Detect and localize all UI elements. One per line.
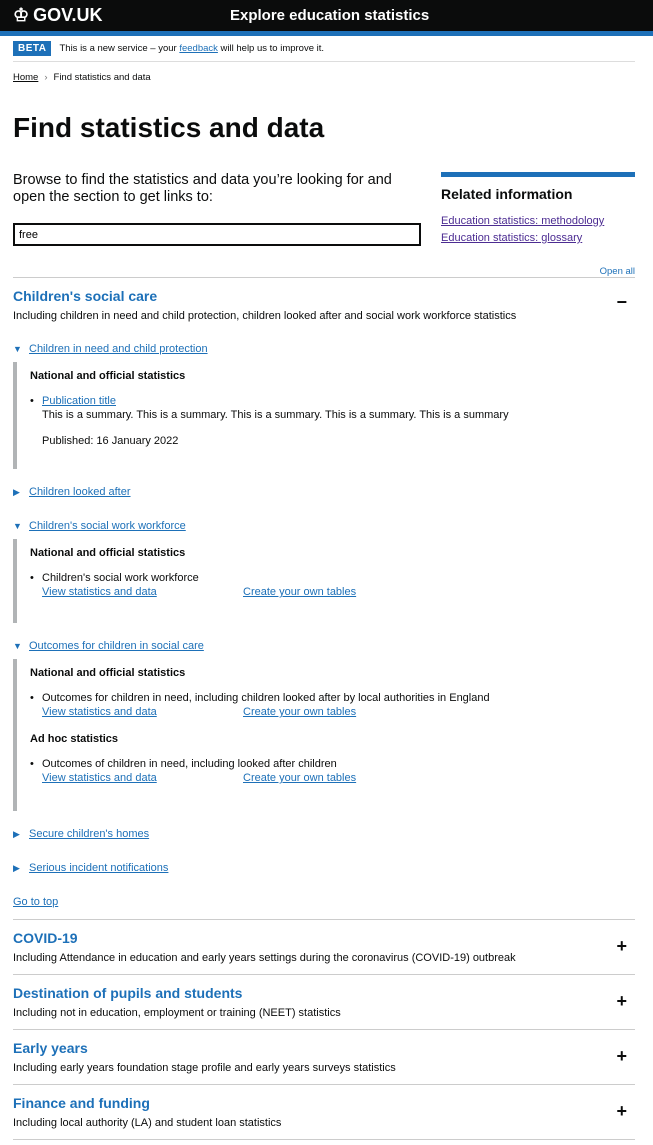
subtopic-toggle[interactable] <box>13 851 635 885</box>
create-tables-link[interactable]: Create your own tables <box>243 706 357 718</box>
beta-text <box>59 43 324 54</box>
feedback-link[interactable]: feedback <box>179 43 218 54</box>
section-heading-button[interactable]: Children's social care <box>13 288 158 304</box>
breadcrumb-current: Find statistics and data <box>53 71 151 83</box>
publication-title: Children's social work workforce <box>42 572 199 584</box>
go-to-top-link[interactable]: Go to top <box>13 896 59 908</box>
section-description: Including Attendance in education and early years settings during the coronavirus (COVID-19) outbreak <box>13 952 516 964</box>
chevron-right-icon: › <box>44 71 48 83</box>
breadcrumb <box>13 71 640 83</box>
methodology-link[interactable]: Education statistics: methodology <box>441 215 605 227</box>
related-information <box>441 172 635 247</box>
triangle-down-icon: ▼ <box>13 521 22 531</box>
subtopic-link[interactable]: Children looked after <box>29 486 131 498</box>
accordion-section[interactable] <box>13 975 635 1030</box>
site-header <box>0 0 653 31</box>
collapse-icon[interactable]: − <box>616 292 627 312</box>
subtopic-content <box>13 659 635 811</box>
accordion-section[interactable] <box>13 1030 635 1085</box>
accordion-section <box>13 278 635 920</box>
related-heading: Related information <box>441 186 573 202</box>
subtopic-link[interactable]: Secure children's homes <box>29 828 150 840</box>
view-statistics-link[interactable]: View statistics and data <box>42 772 157 784</box>
publication-title: Outcomes of children in need, including looked after children <box>42 758 337 770</box>
section-heading-button[interactable]: Early years <box>13 1040 88 1056</box>
section-description: Including children in need and child protection, children looked after and social work workforce statistics <box>13 310 517 322</box>
subtopic-toggle[interactable] <box>13 629 635 663</box>
breadcrumb-home[interactable]: Home <box>13 71 39 83</box>
subtopic-toggle[interactable] <box>13 475 635 509</box>
publication-summary: This is a summary. This is a summary. This is a summary. This is a summary. This is a summary <box>42 409 509 421</box>
expand-icon[interactable]: + <box>616 1101 627 1121</box>
beta-text-after: will help us to improve it. <box>220 43 325 54</box>
glossary-link[interactable]: Education statistics: glossary <box>441 232 583 244</box>
page-title: Find statistics and data <box>13 112 325 143</box>
create-tables-link[interactable]: Create your own tables <box>243 586 357 598</box>
view-statistics-link[interactable]: View statistics and data <box>42 706 157 718</box>
subtopic-group-heading: National and official statistics <box>30 667 186 679</box>
publication-link[interactable]: Publication title <box>42 395 116 407</box>
subtopic-link[interactable]: Children in need and child protection <box>29 343 208 355</box>
expand-icon[interactable]: + <box>616 936 627 956</box>
publication-item: • Outcomes for children in need, including children looked after by local authorities in England View statistics and data Create your own tables <box>30 692 490 718</box>
subtopic-content <box>13 362 635 469</box>
expand-icon[interactable]: + <box>616 1046 627 1066</box>
govuk-logo-link[interactable] <box>13 5 103 26</box>
subtopic-toggle[interactable] <box>13 817 635 851</box>
search-input[interactable] <box>13 223 421 246</box>
section-description: Including local authority (LA) and student loan statistics <box>13 1117 282 1129</box>
publication-item: • Publication title This is a summary. This is a summary. This is a summary. This is a summary. This is a summary Published: 16 January 2022 <box>30 395 509 447</box>
expand-icon[interactable]: + <box>616 991 627 1011</box>
phase-banner <box>13 36 635 62</box>
create-tables-link[interactable]: Create your own tables <box>243 772 357 784</box>
triangle-right-icon: ▶ <box>13 862 20 873</box>
view-statistics-link[interactable]: View statistics and data <box>42 586 157 598</box>
publication-date: Published: 16 January 2022 <box>42 435 179 447</box>
publication-item: • Outcomes of children in need, including looked after children View statistics and data Create your own tables <box>30 758 357 784</box>
section-description: Including not in education, employment or training (NEET) statistics <box>13 1007 341 1019</box>
subtopic-link[interactable]: Outcomes for children in social care <box>29 640 204 652</box>
beta-text-before: This is a new service – your <box>59 43 177 54</box>
subtopic-toggle[interactable] <box>13 332 635 366</box>
themes-accordion <box>13 277 635 1140</box>
subtopic-list <box>13 332 635 919</box>
section-heading-button[interactable]: Finance and funding <box>13 1095 150 1111</box>
open-all-button[interactable]: Open all <box>599 266 635 277</box>
triangle-down-icon: ▼ <box>13 344 22 354</box>
subtopic-link[interactable]: Children's social work workforce <box>29 520 186 532</box>
subtopic-group-heading: Ad hoc statistics <box>30 733 119 745</box>
triangle-right-icon: ▶ <box>13 828 20 839</box>
accordion-section[interactable] <box>13 920 635 975</box>
section-heading-button[interactable]: COVID-19 <box>13 930 78 946</box>
section-heading-button[interactable]: Destination of pupils and students <box>13 985 243 1001</box>
subtopic-group-heading: National and official statistics <box>30 370 186 382</box>
intro-text: Browse to find the statistics and data you’re looking for and open the section to get links to: <box>13 172 392 205</box>
service-name-link[interactable]: Explore education statistics <box>230 7 430 24</box>
subtopic-toggle[interactable] <box>13 509 635 543</box>
publication-title: Outcomes for children in need, including children looked after by local authorities in England <box>42 692 490 704</box>
accordion-section[interactable] <box>13 1085 635 1140</box>
crown-icon: ♔ <box>13 5 30 25</box>
publication-item: • Children's social work workforce View statistics and data Create your own tables <box>30 572 357 598</box>
subtopic-content <box>13 539 635 623</box>
triangle-right-icon: ▶ <box>13 486 20 497</box>
subtopic-link[interactable]: Serious incident notifications <box>29 862 169 874</box>
logo-text: GOV.UK <box>33 5 103 25</box>
subtopic-group-heading: National and official statistics <box>30 547 186 559</box>
section-description: Including early years foundation stage profile and early years surveys statistics <box>13 1062 396 1074</box>
beta-tag: BETA <box>13 41 51 56</box>
triangle-down-icon: ▼ <box>13 641 22 651</box>
